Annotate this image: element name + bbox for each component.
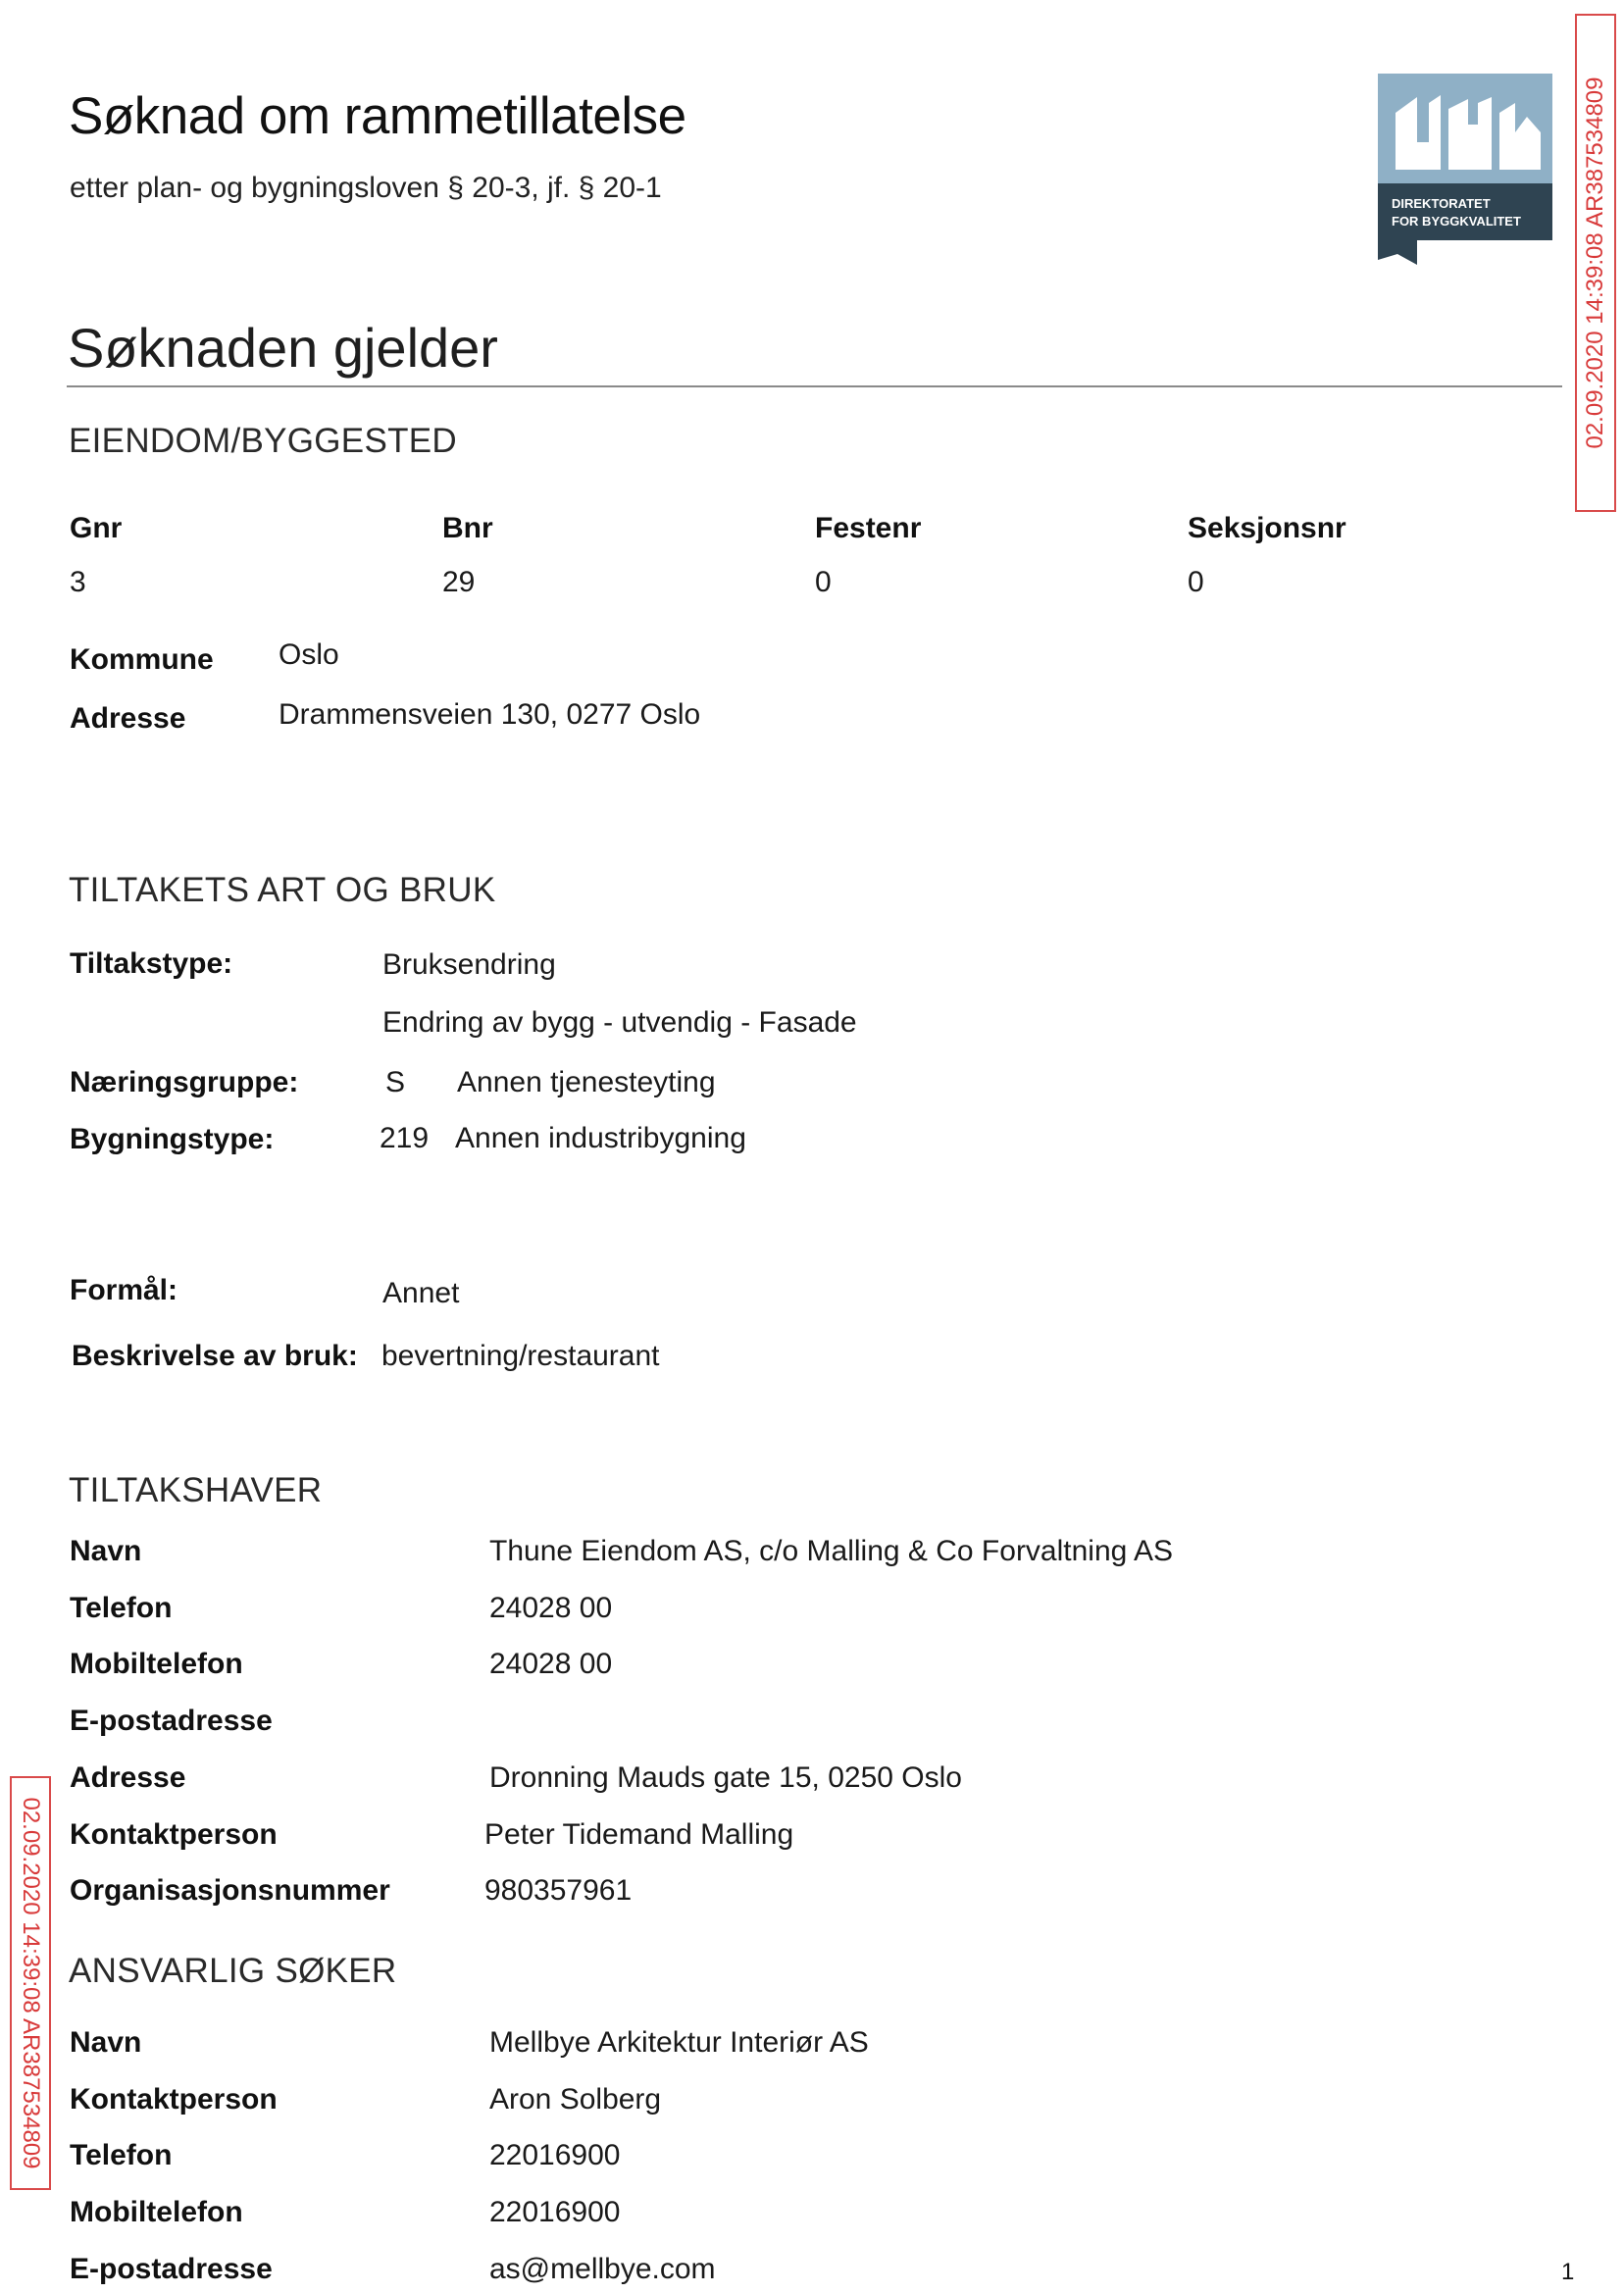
label-soker-epost: E-postadresse: [70, 2253, 273, 2285]
value-bnr: 29: [442, 566, 476, 598]
label-tiltakshaver-telefon: Telefon: [70, 1592, 173, 1624]
section-title-tiltak: TILTAKETS ART OG BRUK: [69, 871, 496, 909]
heading-divider: [67, 385, 1562, 387]
value-tiltakstype-1: Bruksendring: [382, 948, 556, 981]
value-kommune: Oslo: [279, 638, 339, 671]
section-title-eiendom: EIENDOM/BYGGESTED: [69, 422, 457, 460]
timestamp-stamp-bottom: [10, 1776, 51, 2190]
value-tiltakshaver-adresse: Dronning Mauds gate 15, 0250 Oslo: [489, 1761, 962, 1794]
value-beskrivelse: bevertning/restaurant: [381, 1340, 660, 1372]
label-soker-mobil: Mobiltelefon: [70, 2196, 243, 2228]
value-tiltakshaver-navn: Thune Eiendom AS, c/o Malling & Co Forvaltning AS: [489, 1535, 1174, 1567]
value-tiltakshaver-mobil: 24028 00: [489, 1648, 613, 1680]
label-tiltakshaver-orgnr: Organisasjonsnummer: [70, 1874, 390, 1907]
document-title: Søknad om rammetillatelse: [69, 87, 686, 145]
label-festenr: Festenr: [815, 512, 922, 544]
label-seksjonsnr: Seksjonsnr: [1188, 512, 1346, 544]
label-soker-telefon: Telefon: [70, 2139, 173, 2171]
value-tiltakshaver-telefon: 24028 00: [489, 1592, 613, 1624]
label-soker-kontaktperson: Kontaktperson: [70, 2083, 278, 2116]
label-beskrivelse: Beskrivelse av bruk:: [72, 1340, 358, 1372]
section-title-ansvarlig-soker: ANSVARLIG SØKER: [69, 1952, 397, 1990]
label-soker-navn: Navn: [70, 2026, 142, 2059]
label-bnr: Bnr: [442, 512, 493, 544]
stamp-text: 02.09.2020 14:39:08 AR387534809: [18, 1797, 44, 2169]
label-gnr: Gnr: [70, 512, 123, 544]
value-naeringsgruppe-code: S: [385, 1066, 406, 1098]
label-tiltakshaver-navn: Navn: [70, 1535, 142, 1567]
value-tiltakstype-2: Endring av bygg - utvendig - Fasade: [382, 1006, 857, 1039]
value-soker-telefon: 22016900: [489, 2139, 621, 2171]
stamp-text: 02.09.2020 14:39:08 AR387534809: [1582, 76, 1608, 449]
label-formal: Formål:: [70, 1274, 178, 1306]
label-tiltakshaver-epost: E-postadresse: [70, 1705, 273, 1737]
logo-graphic: [1378, 74, 1552, 265]
value-gnr: 3: [70, 566, 86, 598]
section-title-tiltakshaver: TILTAKSHAVER: [69, 1471, 323, 1509]
label-naeringsgruppe: Næringsgruppe:: [70, 1066, 299, 1098]
document-subtitle: etter plan- og bygningsloven § 20-3, jf. § 20-1: [70, 172, 662, 204]
value-seksjonsnr: 0: [1188, 566, 1204, 598]
label-adresse: Adresse: [70, 702, 186, 735]
label-kommune: Kommune: [70, 643, 214, 676]
label-bygningstype: Bygningstype:: [70, 1123, 275, 1155]
value-festenr: 0: [815, 566, 832, 598]
timestamp-stamp-top: [1575, 14, 1616, 512]
page-number: 1: [1561, 2259, 1575, 2285]
label-tiltakshaver-kontaktperson: Kontaktperson: [70, 1818, 278, 1851]
section-heading: Søknaden gjelder: [68, 317, 498, 379]
value-tiltakshaver-kontaktperson: Peter Tidemand Malling: [484, 1818, 794, 1851]
value-soker-kontaktperson: Aron Solberg: [489, 2083, 662, 2116]
label-tiltakstype: Tiltakstype:: [70, 947, 233, 980]
value-tiltakshaver-orgnr: 980357961: [484, 1874, 633, 1907]
value-bygningstype: Annen industribygning: [455, 1122, 746, 1154]
value-naeringsgruppe: Annen tjenesteyting: [457, 1066, 716, 1098]
value-adresse: Drammensveien 130, 0277 Oslo: [279, 698, 701, 731]
value-soker-epost: as@mellbye.com: [489, 2253, 716, 2285]
label-tiltakshaver-adresse: Adresse: [70, 1761, 186, 1794]
value-bygningstype-code: 219: [380, 1122, 430, 1154]
value-formal: Annet: [382, 1277, 460, 1309]
value-soker-mobil: 22016900: [489, 2196, 621, 2228]
value-soker-navn: Mellbye Arkitektur Interiør AS: [489, 2026, 869, 2059]
logo-text-line1: DIREKTORATET: [1392, 196, 1491, 211]
dibk-logo: [1378, 74, 1552, 265]
label-tiltakshaver-mobil: Mobiltelefon: [70, 1648, 243, 1680]
logo-text-line2: FOR BYGGKVALITET: [1392, 214, 1521, 229]
